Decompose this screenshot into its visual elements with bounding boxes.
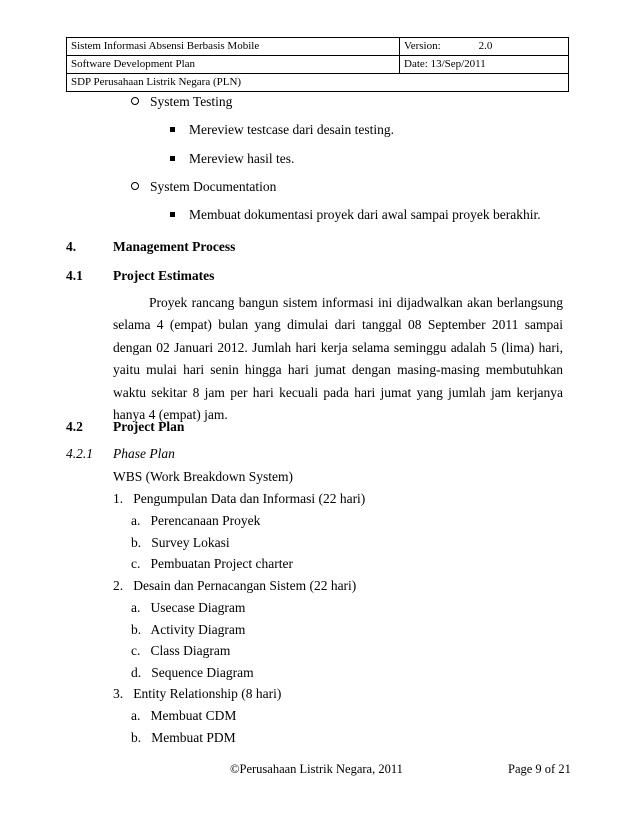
wbs-item: a. Perencanaan Proyek xyxy=(131,513,261,528)
wbs-group-label: 3. Entity Relationship (8 hari) xyxy=(113,686,282,701)
square-bullet-icon xyxy=(170,156,175,161)
documentation-item: Membuat dokumentasi proyek dari awal sampai proyek berakhir. xyxy=(189,207,541,222)
paragraph-text: Proyek rancang bangun sistem informasi ini dijadwalkan akan berlangsung selama 4 (empat) bulan yang dimulai dari tanggal 08 September 2011 sampai dengan 02 Januari 2012. Jumlah hari kerja selama seminggu adalah 5 (lima) hari, yaitu mulai hari senin hingga hari jumat dengan masing-masing membutuhkan waktu sekitar 8 jam per hari kecuali pada hari jumat yang jumlah jam kerjanya hanya 4 (empat) jam. xyxy=(113,295,563,423)
wbs-item: c. Pembuatan Project charter xyxy=(131,556,293,571)
wbs-item: b. Activity Diagram xyxy=(131,622,246,637)
section-title: Project Plan xyxy=(113,419,185,434)
wbs-item: c. Class Diagram xyxy=(131,643,231,658)
testing-item: Mereview hasil tes. xyxy=(189,151,295,166)
header-doc-type: Software Development Plan xyxy=(67,56,400,74)
hollow-circle-bullet-icon xyxy=(131,97,139,105)
section-number: 4.1 xyxy=(66,268,83,283)
footer-page-number: Page 9 of 21 xyxy=(508,762,571,776)
header-version-cell xyxy=(400,38,569,56)
square-bullet-icon xyxy=(170,212,175,217)
wbs-item: b. Survey Lokasi xyxy=(131,535,230,550)
footer-copyright: ©Perusahaan Listrik Negara, 2011 xyxy=(230,762,403,776)
header-project-title: Sistem Informasi Absensi Berbasis Mobile xyxy=(67,38,400,56)
wbs-item: a. Usecase Diagram xyxy=(131,600,246,615)
header-version-value: 2.0 xyxy=(478,40,493,52)
section-number: 4. xyxy=(66,239,77,254)
square-bullet-icon xyxy=(170,127,175,132)
wbs-item: b. Membuat PDM xyxy=(131,730,236,745)
header-date: Date: 13/Sep/2011 xyxy=(400,56,569,74)
system-testing-label: System Testing xyxy=(150,94,233,109)
header-organization: SDP Perusahaan Listrik Negara (PLN) xyxy=(67,74,569,92)
wbs-item: a. Membuat CDM xyxy=(131,708,237,723)
hollow-circle-bullet-icon xyxy=(131,182,139,190)
section-title: Project Estimates xyxy=(113,268,215,283)
header-version-label: Version: xyxy=(404,40,441,52)
section-number: 4.2 xyxy=(66,419,83,434)
document-header-table xyxy=(66,37,569,92)
testing-item: Mereview testcase dari desain testing. xyxy=(189,122,395,137)
wbs-group-label: 1. Pengumpulan Data dan Informasi (22 hari) xyxy=(113,491,366,506)
subsection-title: Phase Plan xyxy=(113,446,175,461)
subsection-number: 4.2.1 xyxy=(66,446,93,461)
system-documentation-label: System Documentation xyxy=(150,179,277,194)
wbs-group-label: 2. Desain dan Pernacangan Sistem (22 hari) xyxy=(113,578,357,593)
wbs-title: WBS (Work Breakdown System) xyxy=(113,469,294,484)
project-estimates-paragraph xyxy=(113,292,563,426)
wbs-item: d. Sequence Diagram xyxy=(131,665,254,680)
section-title: Management Process xyxy=(113,239,236,254)
